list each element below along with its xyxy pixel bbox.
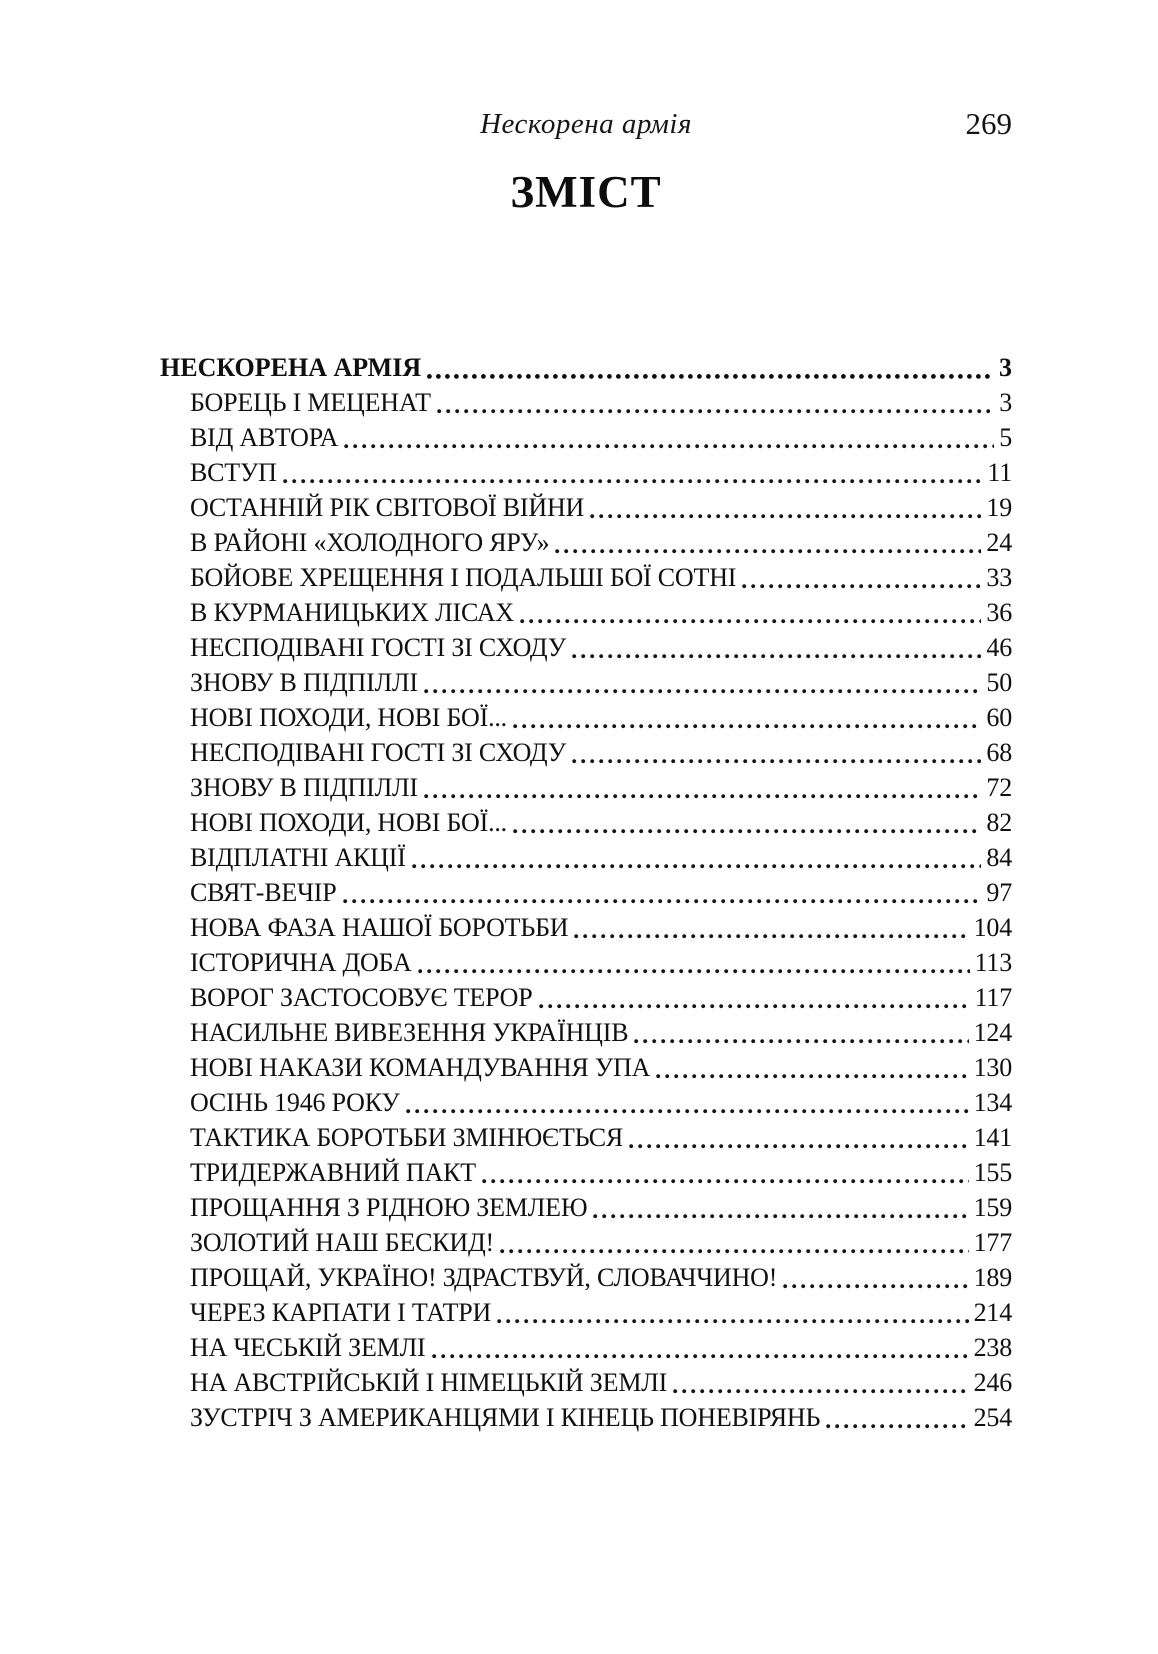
toc-leader-dots (418, 969, 970, 974)
toc-entry (160, 770, 1012, 805)
toc-entry-label: НАСИЛЬНЕ ВИВЕЗЕННЯ УКРАЇНЦІВ (190, 1018, 629, 1047)
toc-entry (160, 805, 1012, 840)
toc-entry-page: 36 (986, 598, 1012, 627)
toc-leader-dots (497, 1319, 968, 1324)
toc-entry-label: НОВІ НАКАЗИ КОМАНДУВАННЯ УПА (190, 1053, 651, 1082)
toc-entry (160, 665, 1012, 700)
toc-leader-dots (574, 934, 968, 939)
running-head (160, 106, 1012, 148)
toc-entry-page: 246 (973, 1368, 1012, 1397)
toc-entry (160, 490, 1012, 525)
toc-entry-label: НЕСПОДІВАНІ ГОСТІ ЗІ СХОДУ (190, 633, 566, 662)
toc-entry-page: 3 (999, 388, 1012, 417)
toc-entry (160, 1225, 1012, 1260)
toc-leader-dots (629, 1144, 969, 1149)
toc-entry-label: НЕСПОДІВАНІ ГОСТІ ЗІ СХОДУ (190, 738, 566, 767)
toc-entry-label: ОСІНЬ 1946 РОКУ (190, 1088, 400, 1117)
toc-leader-dots (432, 1354, 969, 1359)
toc-entry-page: 104 (973, 913, 1012, 942)
toc-leader-dots (520, 619, 981, 624)
toc-entry (160, 700, 1012, 735)
toc-entry-label: ІСТОРИЧНА ДОБА (190, 948, 412, 977)
toc-entry-label: ВСТУП (190, 458, 277, 487)
toc-entry-page: 84 (986, 843, 1012, 872)
toc-entry-page: 19 (986, 493, 1012, 522)
toc-leader-dots (344, 444, 994, 449)
toc-entry-label: ОСТАННІЙ РІК СВІТОВОЇ ВІЙНИ (190, 493, 585, 522)
toc-leader-dots (593, 1214, 968, 1219)
toc-leader-dots (634, 1039, 968, 1044)
toc-entry-page: 72 (986, 773, 1012, 802)
toc-entry-label: НЕСКОРЕНА АРМІЯ (160, 353, 422, 382)
toc-leader-dots (673, 1389, 968, 1394)
toc-entry (160, 1120, 1012, 1155)
toc-entry (160, 1190, 1012, 1225)
toc-leader-dots (742, 584, 981, 589)
toc-entry (160, 1015, 1012, 1050)
toc-entry-page: 159 (973, 1193, 1012, 1222)
toc-entry-label: ВОРОГ ЗАСТОСОВУЄ ТЕРОР (190, 983, 533, 1012)
toc-entry-label: ВІДПЛАТНІ АКЦІЇ (190, 843, 406, 872)
toc-entry (160, 1085, 1012, 1120)
toc-leader-dots (283, 479, 983, 484)
toc-entry-label: БОРЕЦЬ І МЕЦЕНАТ (190, 388, 431, 417)
toc-entry (160, 1295, 1012, 1330)
toc-leader-dots (424, 689, 981, 694)
toc-entry (160, 630, 1012, 665)
toc-entry-label: БОЙОВЕ ХРЕЩЕННЯ І ПОДАЛЬШІ БОЇ СОТНІ (190, 563, 737, 592)
toc-leader-dots (424, 794, 981, 799)
toc-entry (160, 1400, 1012, 1435)
toc-entry-page: 134 (973, 1088, 1012, 1117)
toc-entry-label: ТРИДЕРЖАВНИЙ ПАКТ (190, 1158, 476, 1187)
toc-entry-page: 113 (974, 948, 1012, 977)
page-number: 269 (965, 106, 1012, 141)
toc-entry-label: ПРОЩАЙ, УКРАЇНО! ЗДРАСТВУЙ, СЛОВАЧЧИНО! (190, 1263, 778, 1292)
toc-entry (160, 945, 1012, 980)
toc-leader-dots (482, 1179, 969, 1184)
toc-entry-page: 5 (999, 423, 1012, 452)
toc-entry (160, 1260, 1012, 1295)
toc-leader-dots (406, 1109, 969, 1114)
toc-entry (160, 1155, 1012, 1190)
toc-entry (160, 980, 1012, 1015)
toc-entry-label: В КУРМАНИЦЬКИХ ЛІСАХ (190, 598, 514, 627)
toc-leader-dots (783, 1284, 968, 1289)
toc-leader-dots (412, 864, 982, 869)
toc-entry (160, 735, 1012, 770)
toc-entry-page: 141 (973, 1123, 1012, 1152)
toc-leader-dots (656, 1074, 968, 1079)
toc-entry-label: ПРОЩАННЯ З РІДНОЮ ЗЕМЛЕЮ (190, 1193, 588, 1222)
toc-entry-label: ЗОЛОТИЙ НАШ БЕСКИД! (190, 1228, 494, 1257)
toc-entry (160, 525, 1012, 560)
toc-entry (160, 875, 1012, 910)
toc-leader-dots (539, 1004, 970, 1009)
toc-entry-label: НОВІ ПОХОДИ, НОВІ БОЇ... (190, 703, 507, 732)
toc-leader-dots (572, 654, 981, 659)
toc-entry-page: 189 (973, 1263, 1012, 1292)
toc-leader-dots (513, 724, 981, 729)
toc-entry-page: 82 (986, 808, 1012, 837)
toc-entry (160, 385, 1012, 420)
toc-entry (160, 420, 1012, 455)
toc-entry-label: ЗНОВУ В ПІДПІЛЛІ (190, 668, 418, 697)
toc-entry-page: 177 (973, 1228, 1012, 1257)
toc-entry-page: 238 (973, 1333, 1012, 1362)
toc-entry-label: НА АВСТРІЙСЬКІЙ І НІМЕЦЬКІЙ ЗЕМЛІ (190, 1368, 668, 1397)
toc-entry-page: 254 (973, 1403, 1012, 1432)
toc-entry-page: 11 (987, 458, 1012, 487)
toc-leader-dots (572, 759, 981, 764)
toc-entry-label: ТАКТИКА БОРОТЬБИ ЗМІНЮЄТЬСЯ (190, 1123, 623, 1152)
toc-leader-dots (343, 899, 982, 904)
toc-entry (160, 840, 1012, 875)
toc-entry-page: 155 (973, 1158, 1012, 1187)
toc-entry-page: 97 (986, 878, 1012, 907)
toc-leader-dots (590, 514, 981, 519)
toc-leader-dots (555, 549, 981, 554)
toc-list (160, 350, 1012, 1435)
toc-entry-page: 24 (986, 528, 1012, 557)
toc-entry-label: ЧЕРЕЗ КАРПАТИ І ТАТРИ (190, 1298, 492, 1327)
toc-entry (160, 910, 1012, 945)
toc-title: ЗМІСТ (510, 167, 662, 217)
toc-entry-label: В РАЙОНІ «ХОЛОДНОГО ЯРУ» (190, 528, 550, 557)
toc-entry (160, 560, 1012, 595)
toc-leader-dots (513, 829, 981, 834)
toc-entry-label: ВІД АВТОРА (190, 423, 339, 452)
toc-entry-page: 214 (973, 1298, 1012, 1327)
toc-entry-label: СВЯТ-ВЕЧІР (190, 878, 337, 907)
toc-entry-label: НА ЧЕСЬКІЙ ЗЕМЛІ (190, 1333, 426, 1362)
toc-entry (160, 1050, 1012, 1085)
toc-leader-dots (500, 1249, 969, 1254)
toc-entry-page: 46 (986, 633, 1012, 662)
toc-entry (160, 1330, 1012, 1365)
toc-entry-label: ЗНОВУ В ПІДПІЛЛІ (190, 773, 418, 802)
toc-entry-page: 33 (986, 563, 1012, 592)
toc-entry-label: НОВІ ПОХОДИ, НОВІ БОЇ... (190, 808, 507, 837)
toc-leader-dots (826, 1424, 968, 1429)
running-title: Нескорена армія (480, 108, 692, 140)
toc-entry-label: НОВА ФАЗА НАШОЇ БОРОТЬБИ (190, 913, 569, 942)
toc-entry (160, 1365, 1012, 1400)
toc-entry-page: 50 (986, 668, 1012, 697)
toc-leader-dots (427, 374, 994, 379)
toc-leader-dots (437, 409, 994, 414)
toc-entry (160, 455, 1012, 490)
toc-entry (160, 350, 1012, 385)
toc-entry-page: 124 (973, 1018, 1012, 1047)
toc-entry-page: 68 (986, 738, 1012, 767)
toc-entry (160, 595, 1012, 630)
toc-entry-page: 130 (973, 1053, 1012, 1082)
toc-entry-page: 117 (974, 983, 1012, 1012)
toc-entry-label: ЗУСТРІЧ З АМЕРИКАНЦЯМИ І КІНЕЦЬ ПОНЕВІРЯНЬ (190, 1403, 821, 1432)
toc-entry-page: 60 (986, 703, 1012, 732)
toc-entry-page: 3 (999, 353, 1012, 382)
